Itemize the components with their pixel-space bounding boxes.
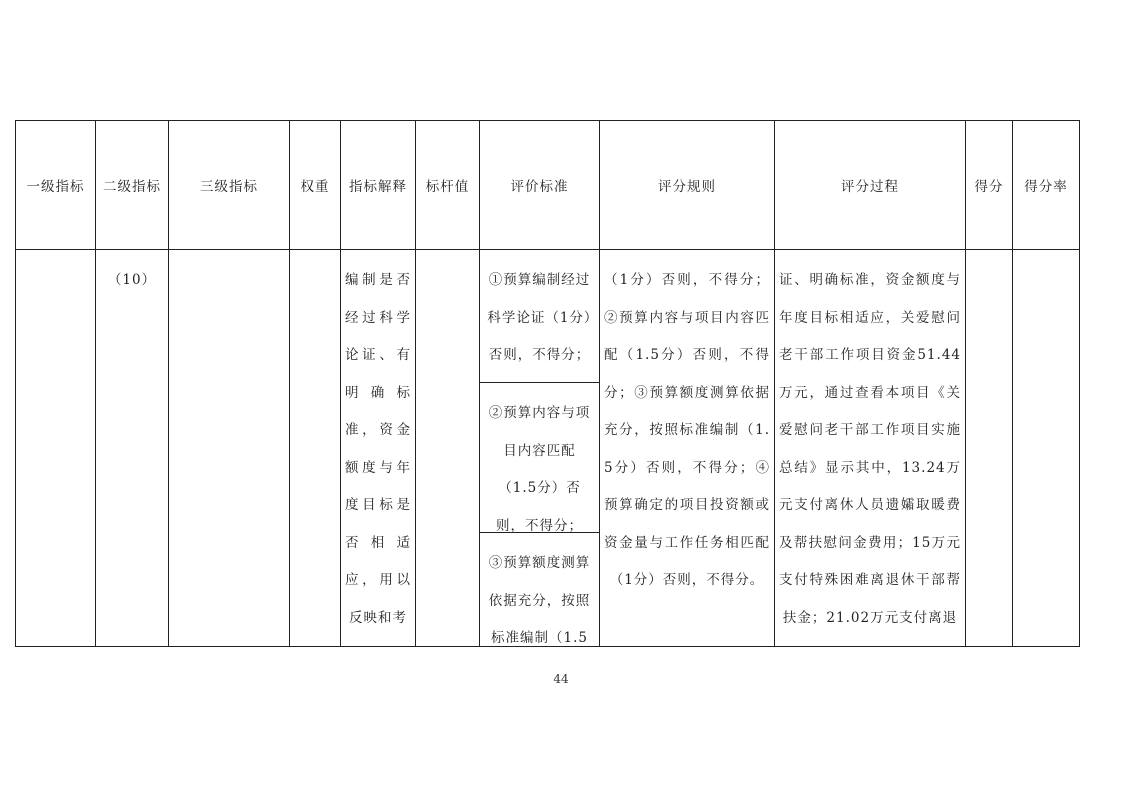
- page-number: 44: [553, 672, 569, 686]
- explanation-text: 编制是否经过科学论证、有明确标准，资金额度与年度目标是否相适应，用以反映和考: [345, 272, 411, 626]
- level2-value: （10）: [107, 272, 157, 288]
- cell-weight: [290, 250, 341, 647]
- process-text: 证、明确标准，资金额度与年度目标相适应，关爱慰问老干部工作项目资金51.44万元，通过查看本项目《关爱慰问老干部工作项目实施总结》显示其中，13.24万元支付离休人员遗孀取暖费及帮扶慰问金费用；15万元支付特殊困难离退休干部帮扶金；21.02万元支付离退: [779, 272, 961, 626]
- cell-rules: [600, 250, 775, 647]
- header-process: 评分过程: [775, 121, 966, 250]
- criteria-item: ③预算额度测算依据充分，按照标准编制（1.5: [488, 555, 591, 646]
- cell-benchmark: [416, 250, 480, 647]
- cell-level1: [16, 250, 96, 647]
- cell-explanation: [341, 250, 416, 647]
- criteria-item: ②预算内容与项目内容匹配（1.5分）否则，不得分；: [480, 383, 599, 533]
- cell-level2: [96, 250, 169, 647]
- header-benchmark: 标杆值: [416, 121, 480, 250]
- header-rules: 评分规则: [600, 121, 775, 250]
- rules-text: [600, 250, 774, 600]
- header-level3: 三级指标: [169, 121, 290, 250]
- header-explanation: 指标解释: [341, 121, 416, 250]
- rule-item: （1分）否则，不得分；: [604, 272, 770, 288]
- evaluation-table-container: [15, 120, 1079, 646]
- criteria-item: ①预算编制经过科学论证（1分）否则，不得分；: [480, 250, 599, 383]
- header-level2: 二级指标: [96, 121, 169, 250]
- rule-item: ③预算额度测算依据充分，按照标准编制（1.5分）否则，不得分；: [604, 384, 771, 476]
- evaluation-table: [15, 120, 1080, 647]
- rule-item: ④预算确定的项目投资额或资金量与工作任务相匹配（1分）否则，不得分。: [604, 459, 770, 588]
- rule-item: ②预算内容与项目内容匹配（1.5分）否则，不得分；: [604, 309, 770, 401]
- header-weight: 权重: [290, 121, 341, 250]
- header-score-rate: 得分率: [1013, 121, 1080, 250]
- header-score: 得分: [966, 121, 1013, 250]
- cell-criteria: [480, 250, 600, 647]
- cell-score-rate: [1013, 250, 1080, 647]
- header-criteria: 评价标准: [480, 121, 600, 250]
- header-level1: 一级指标: [16, 121, 96, 250]
- cell-process: [775, 250, 966, 647]
- cell-level3: [169, 250, 290, 647]
- cell-score: [966, 250, 1013, 647]
- table-row: [16, 250, 1080, 647]
- header-row: [16, 121, 1080, 250]
- criteria-list: [480, 250, 599, 646]
